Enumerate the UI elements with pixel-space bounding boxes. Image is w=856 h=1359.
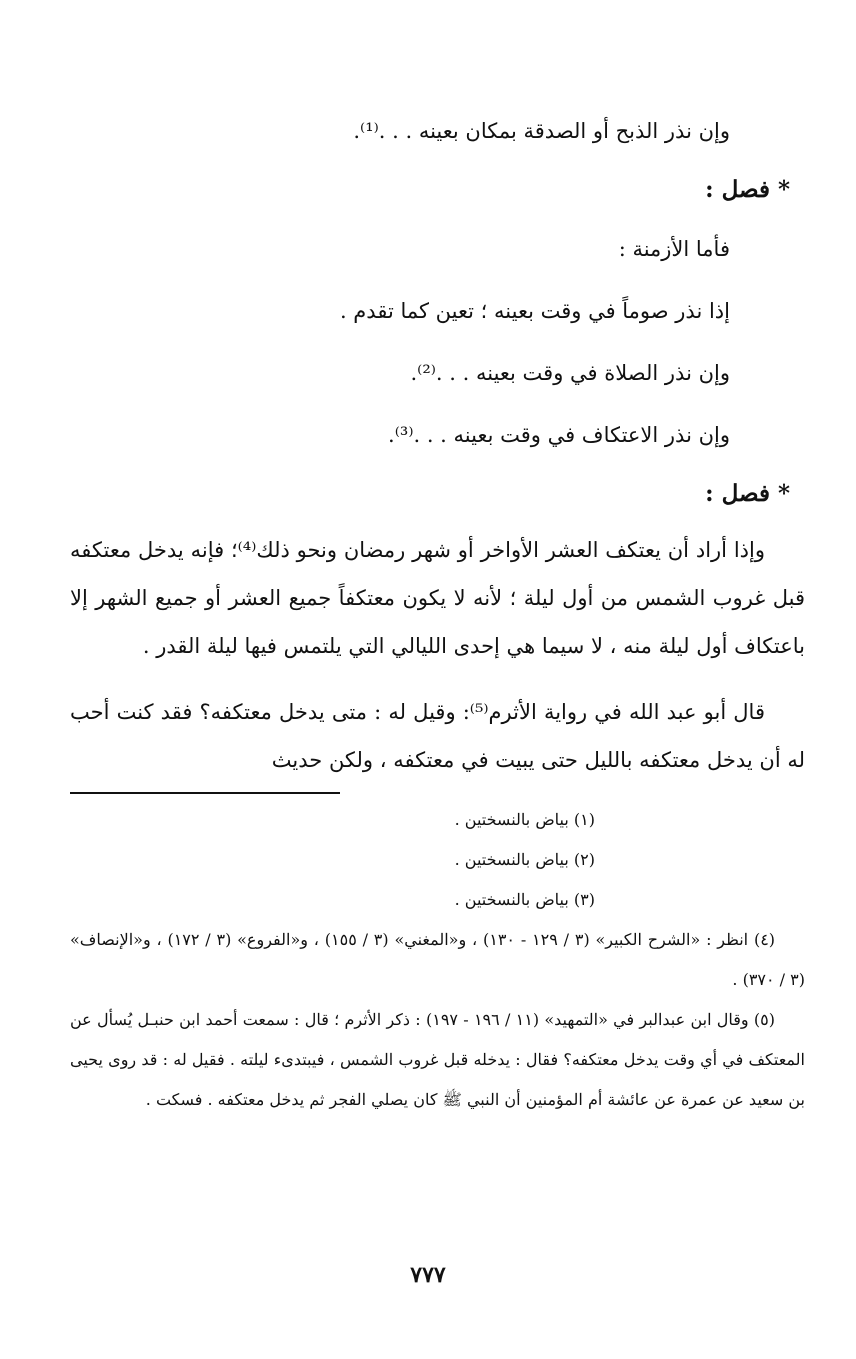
footnote-4: (٤) انظر : «الشرح الكبير» (٣ / ١٢٩ - ١٣٠) ، و«المغني» (٣ / ١٥٥) ، و«الفروع» (٣ / ١٧٢) ، و«الإنصاف» (٣ / ٣٧٠) .	[70, 930, 805, 989]
text-line-sacrifice-vow: وإن نذر الذبح أو الصدقة بمكان بعينه . . .⁽¹⁾.	[353, 119, 730, 143]
section-heading-2: * فصل :	[705, 480, 790, 507]
page-number: ٧٧٧	[410, 1262, 446, 1288]
paragraph-block-1	[70, 526, 805, 670]
footnotes	[70, 800, 805, 1120]
paragraph-athram-narration: قال أبو عبد الله في رواية الأثرم⁽⁵⁾: وقيل له : متى يدخل معتكفه؟ فقد كنت أحب له أن يدخل معتكفه بالليل حتى يبيت في معتكفه ، ولكن حديث	[70, 700, 805, 772]
paragraph-block-2	[70, 688, 805, 784]
footnote-1: (١) بياض بالنسختين .	[454, 810, 595, 829]
footnote-divider	[70, 792, 340, 794]
document-page	[70, 100, 805, 1120]
paragraph-itikaf-entry: وإذا أراد أن يعتكف العشر الأواخر أو شهر رمضان ونحو ذلك⁽⁴⁾؛ فإنه يدخل معتكفه قبل غروب الشمس من أول ليلة ؛ لأنه لا يكون معتكفاً جميع العشر أو جميع الشهر إلا باعتكاف أول ليلة منه ، لا سيما هي إحدى الليالي التي يلتمس فيها ليلة القدر .	[70, 538, 805, 658]
text-line-itikaf-vow: وإن نذر الاعتكاف في وقت بعينه . . .⁽³⁾.	[388, 423, 730, 447]
footnote-2: (٢) بياض بالنسختين .	[454, 850, 595, 869]
text-line-times-intro: فأما الأزمنة :	[618, 237, 730, 261]
footnote-5: (٥) وقال ابن عبدالبر في «التمهيد» (١١ / ١٩٦ - ١٩٧) : ذكر الأثرم ؛ قال : سمعت أحمد ابن حنبـل يُسأل عن المعتكف في أي وقت يدخل معتكفه؟ فقال : يدخله قبل غروب الشمس ، فيبتدىء ليلته . فقيل له : قد روى يحيى بن سعيد عن عمرة عن عائشة أم المؤمنين أن النبي ﷺ كان يصلي الفجر ثم يدخل معتكفه . فسكت .	[70, 1010, 806, 1109]
text-line-fast-vow: إذا نذر صوماً في وقت بعينه ؛ تعين كما تقدم .	[339, 299, 730, 323]
footnote-3: (٣) بياض بالنسختين .	[454, 890, 595, 909]
section-heading-1: * فصل :	[705, 176, 790, 203]
text-line-prayer-vow: وإن نذر الصلاة في وقت بعينه . . .⁽²⁾.	[410, 361, 730, 385]
